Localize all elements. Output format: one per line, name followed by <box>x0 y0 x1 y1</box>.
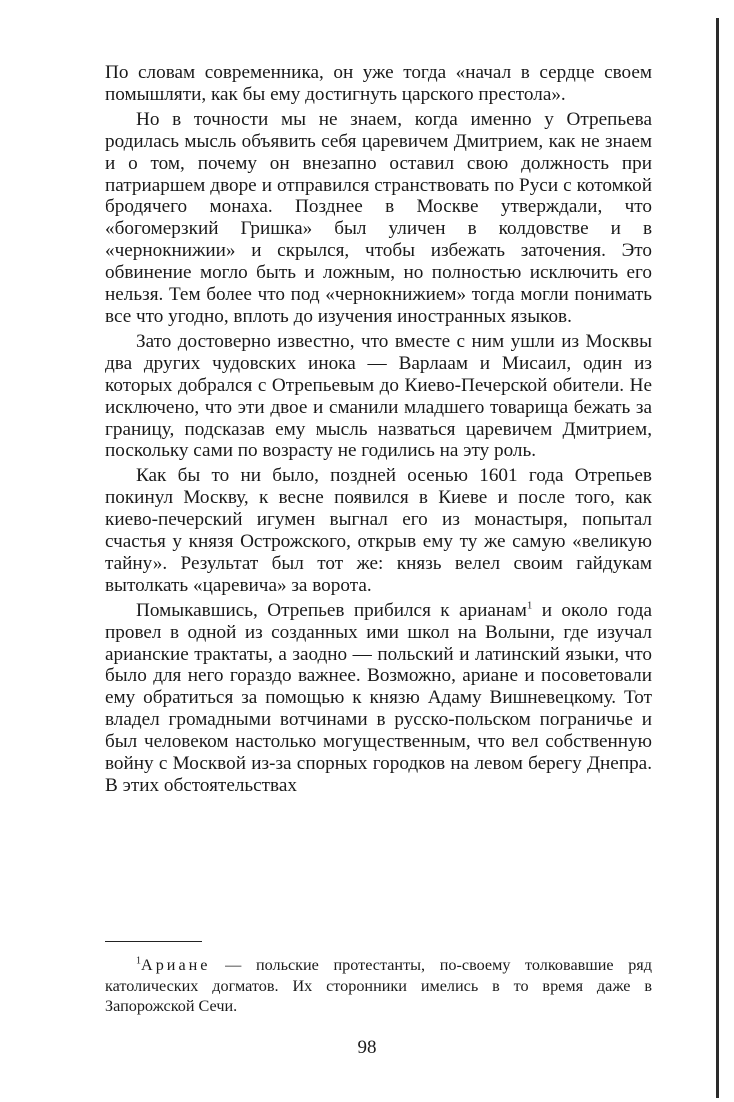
footnote-separator <box>105 941 202 942</box>
paragraph-5-start: Помыкавшись, Отрепьев прибился к арианам <box>136 599 527 621</box>
paragraph-4: Как бы то ни было, поздней осенью 1601 года Отрепьев покинул Москву, к весне появился в Киеве и после того, как киево-печерский игумен выгнал его из монастыря, попытал счастья у князя Острожского, открыв ему ту же самую «великую тайну». Результат был тот же: князь велел своим гайдукам вытолкать «царевича» за ворота. <box>105 465 652 596</box>
footnote-term: Ариане <box>141 956 211 974</box>
paragraph-5 <box>105 600 652 797</box>
footnote-marker: 1 <box>136 955 141 967</box>
paragraph-5-rest: и около года провел в одной из созданных ими школ на Волыни, где изучал арианские трактаты, а заодно — польский и латинский языки, что было для него гораздо важнее. Возможно, ариане и посоветовали ему обратиться за помощью к князю Адаму Вишневецкому. Тот владел громадными вотчинами в русско-польском пограничье и был человеком настолько могущественным, что вел собственную войну с Москвой из-за спорных городков на левом берегу Днепра. В этих обстоятельствах <box>105 599 652 796</box>
paragraph-1: По словам современника, он уже тогда «начал в сердце своем помышляти, как бы ему достигнуть царского престола». <box>105 62 652 105</box>
body-text <box>105 62 652 797</box>
page-edge-shadow <box>716 18 719 1098</box>
footnote-reference[interactable]: 1 <box>526 599 533 612</box>
footnote-text: — польские протестанты, по-своему толковавшие ряд католических догматов. Их сторонники имелись в то время даже в Запорожской Сечи. <box>105 956 652 1015</box>
page-number: 98 <box>357 1037 377 1058</box>
paragraph-2: Но в точности мы не знаем, когда именно у Отрепьева родилась мысль объявить себя царевичем Дмитрием, как не знаем и о том, почему он внезапно оставил свою должность при патриаршем дворе и отправился странствовать по Руси с котомкой бродячего монаха. Позднее в Москве утверждали, что «богомерзкий Гришка» был уличен в колдовстве и в «чернокнижии» и скрылся, чтобы избежать заточения. Это обвинение могло быть и ложным, но полностью исключить его нельзя. Тем более что под «чернокнижием» тогда могли понимать все что угодно, вплоть до изучения иностранных языков. <box>105 108 652 327</box>
footnote <box>105 955 652 1017</box>
paragraph-3: Зато достоверно известно, что вместе с ним ушли из Москвы два других чудовских инока — Варлаам и Мисаил, один из которых добрался с Отрепьевым до Киево-Печерской обители. Не исключено, что эти двое и сманили младшего товарища бежать за границу, подсказав ему мысль назваться царевичем Дмитрием, поскольку сами по возрасту не годились на эту роль. <box>105 330 652 462</box>
